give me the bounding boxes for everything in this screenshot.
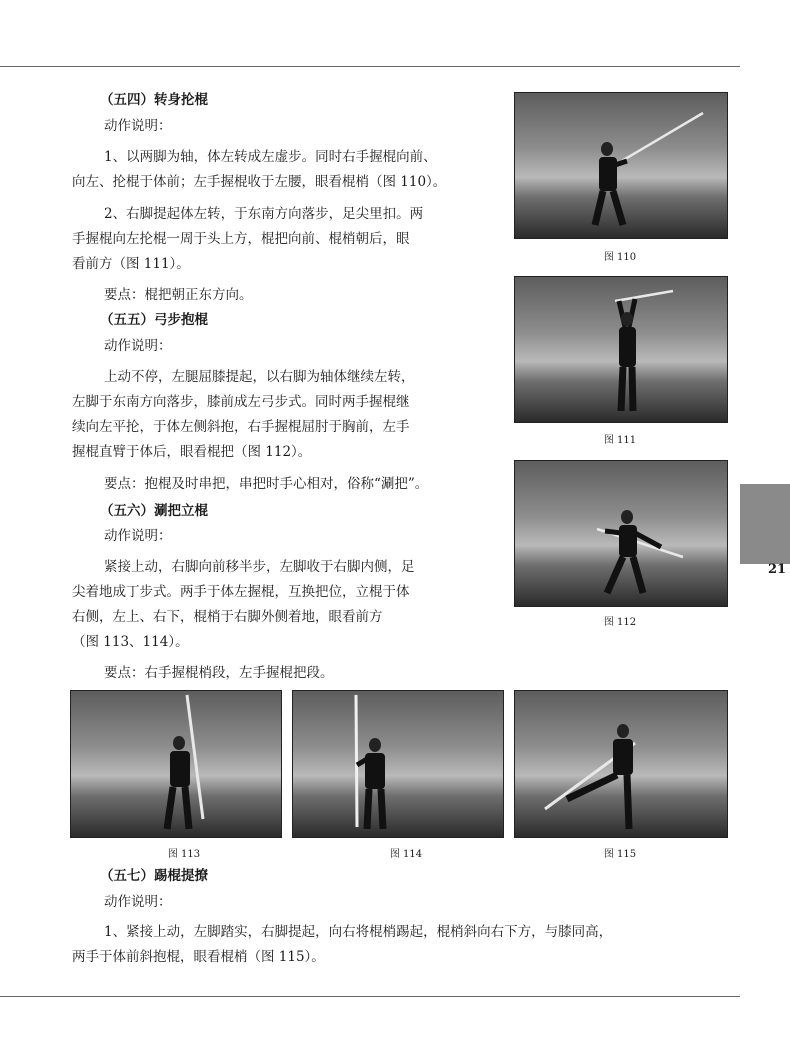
key-point: 要点：右手握棍梢段，左手握棍把段。 (104, 665, 334, 681)
section-label-56: 动作说明： (104, 528, 172, 544)
figure-112-photo (514, 460, 728, 607)
page-number: 21 (768, 562, 787, 577)
paragraph-line: 2、右脚提起体左转，于东南方向落步，足尖里扣。两 (104, 206, 424, 222)
section-heading-56: （五六）涮把立棍 (100, 503, 208, 519)
paragraph-line: 两手于体前斜抱棍，眼看棍梢（图 115）。 (72, 949, 325, 965)
paragraph-line: 手握棍向左抡棍一周于头上方，棍把向前、棍梢朝后，眼 (72, 231, 410, 247)
key-point: 要点：棍把朝正东方向。 (104, 287, 253, 303)
figure-110-caption: 图 110 (603, 252, 637, 263)
figure-114-photo (292, 690, 504, 838)
figure-113-caption: 图 113 (167, 849, 201, 860)
paragraph-line: 看前方（图 111）。 (72, 256, 190, 272)
paragraph-line: 1、以两脚为轴，体左转成左虚步。同时右手握棍向前、 (104, 149, 437, 165)
paragraph-line: 握棍直臂于体后，眼看棍把（图 112）。 (72, 444, 312, 460)
figure-111-photo (514, 276, 728, 423)
top-rule (0, 66, 740, 67)
paragraph-line: 上动不停，左腿屈膝提起，以右脚为轴体继续左转， (104, 369, 415, 385)
paragraph-line: 1、紧接上动，左脚踏实，右脚提起，向右将棍梢踢起，棍梢斜向右下方，与膝同高， (104, 924, 613, 940)
paragraph-line: 紧接上动，右脚向前移半步，左脚收于右脚内侧，足 (104, 559, 415, 575)
figure-115-photo (514, 690, 728, 838)
section-label-57: 动作说明： (104, 894, 172, 910)
figure-110-photo (514, 92, 728, 239)
paragraph-line: 尖着地成丁步式。两手于体左握棍，互换把位，立棍于体 (72, 584, 410, 600)
section-label-55: 动作说明： (104, 338, 172, 354)
key-point: 要点：抱棍及时串把，串把时手心相对，俗称“涮把”。 (104, 476, 429, 492)
section-heading-57: （五七）踢棍提撩 (100, 868, 208, 884)
figure-111-caption: 图 111 (603, 435, 637, 446)
section-heading-54: （五四）转身抡棍 (100, 92, 208, 108)
figure-112-caption: 图 112 (603, 617, 637, 628)
paragraph-line: 续向左平抡，于体左侧斜抱，右手握棍屈肘于胸前，左手 (72, 419, 410, 435)
paragraph-line: （图 113、114）。 (72, 634, 189, 650)
chapter-tab (740, 484, 790, 564)
figure-115-caption: 图 115 (603, 849, 637, 860)
section-label-54: 动作说明： (104, 118, 172, 134)
paragraph-line: 左脚于东南方向落步，膝前成左弓步式。同时两手握棍继 (72, 394, 410, 410)
paragraph-line: 向左、抡棍于体前；左手握棍收于左腰，眼看棍梢（图 110）。 (72, 174, 447, 190)
figure-114-caption: 图 114 (389, 849, 423, 860)
figure-113-photo (70, 690, 282, 838)
section-heading-55: （五五）弓步抱棍 (100, 312, 208, 328)
bottom-rule (0, 996, 740, 997)
paragraph-line: 右侧，左上、右下，棍梢于右脚外侧着地，眼看前方 (72, 609, 383, 625)
